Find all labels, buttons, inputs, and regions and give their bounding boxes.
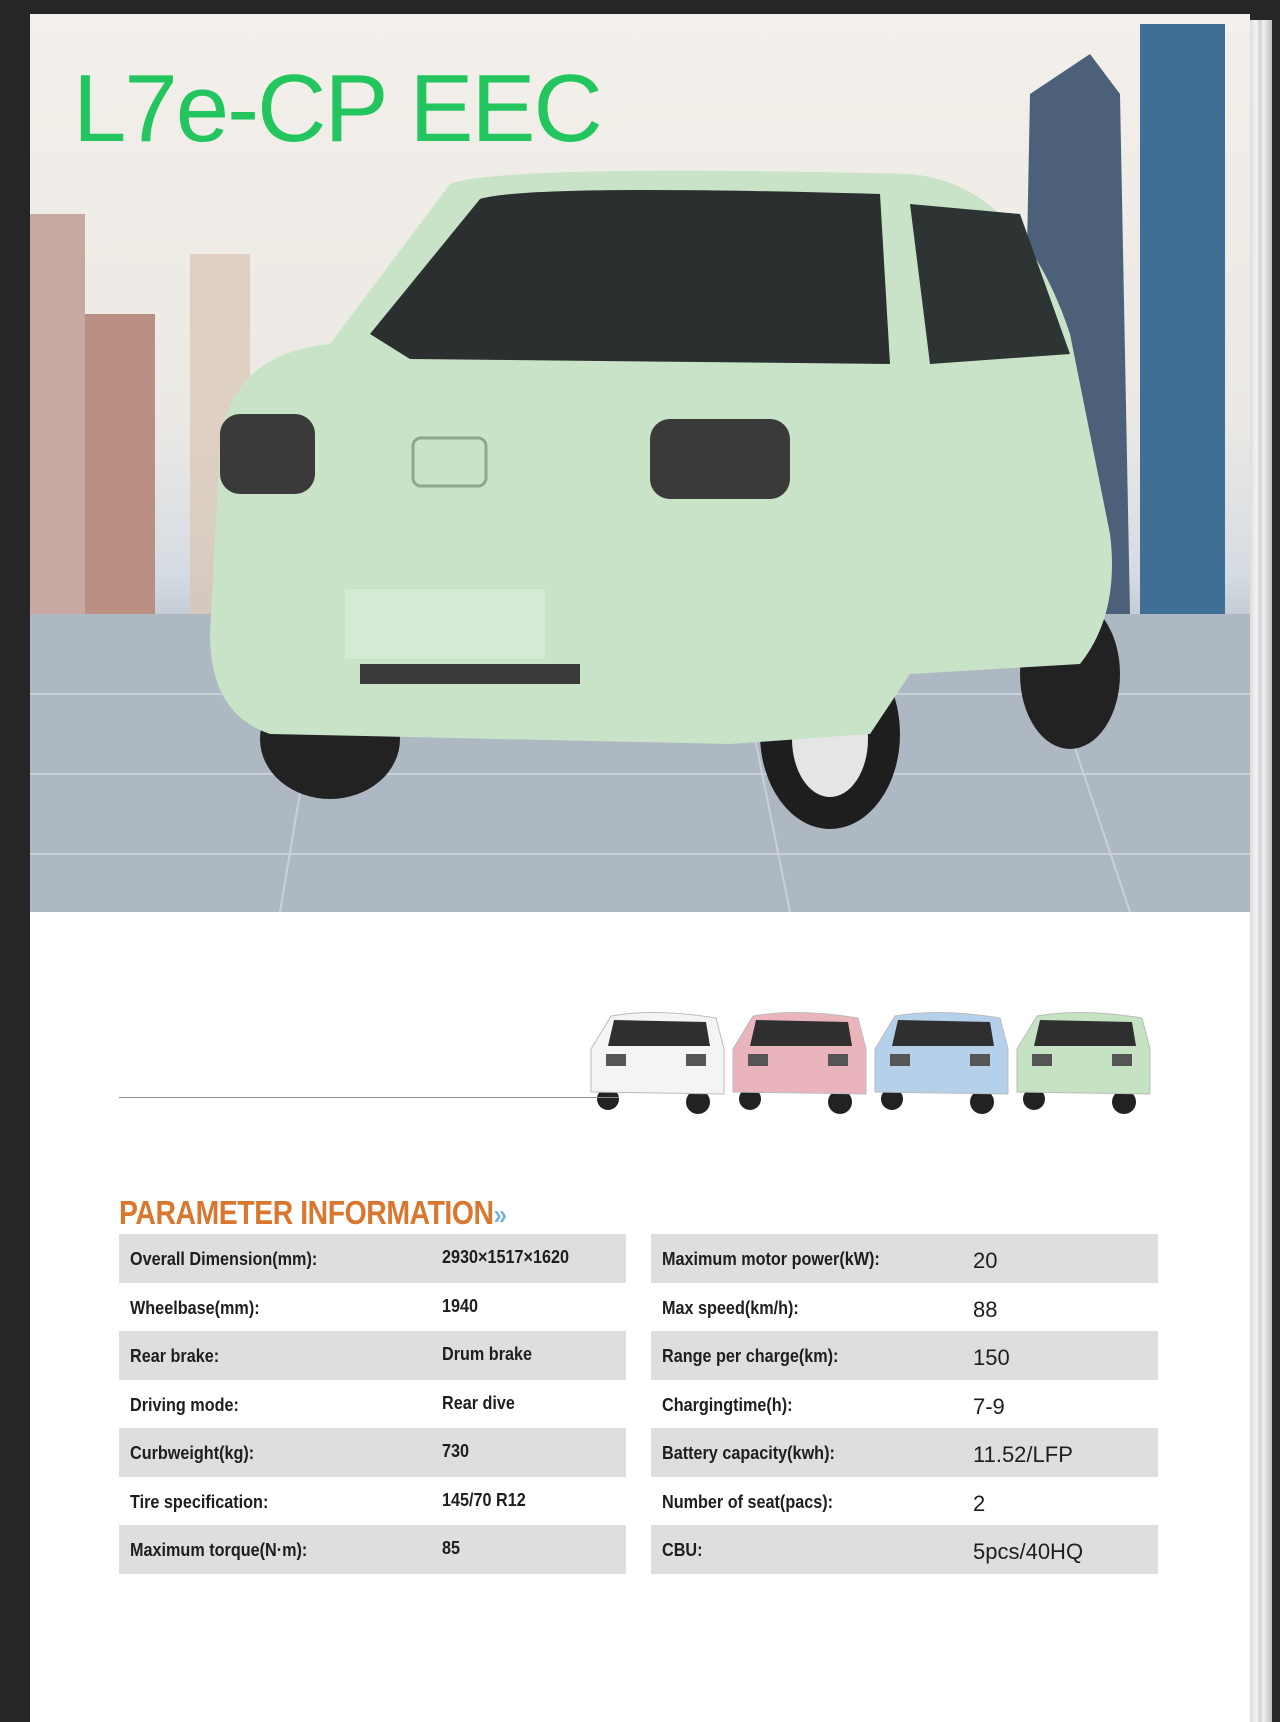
- param-label: Max speed(km/h):: [662, 1297, 799, 1318]
- car-thumbnail: [875, 1012, 1008, 1114]
- heading-text: PARAMETER INFORMATION: [119, 1194, 494, 1231]
- page-stack-edge: [1250, 20, 1272, 1722]
- param-label: Tire specification:: [130, 1491, 269, 1512]
- param-label: Maximum torque(N·m):: [130, 1540, 308, 1560]
- param-row: [651, 1283, 1158, 1332]
- section-heading: [119, 1194, 507, 1232]
- hero-image: [30, 14, 1250, 912]
- param-value: 145/70 R12: [442, 1489, 526, 1510]
- param-value: 88: [973, 1296, 998, 1322]
- param-label: Chargingtime(h):: [662, 1394, 793, 1415]
- param-row: [651, 1331, 1158, 1380]
- model-title: L7e-CP EEC: [73, 55, 601, 162]
- parameter-table-right: [651, 1234, 1158, 1574]
- param-value: Rear dive: [442, 1392, 515, 1413]
- param-value: 2: [973, 1490, 986, 1516]
- param-value: 1940: [442, 1295, 479, 1316]
- param-value: 5pcs/40HQ: [973, 1539, 1084, 1564]
- param-row: [651, 1477, 1158, 1526]
- param-label: Range per charge(km):: [662, 1346, 839, 1366]
- param-label: CBU:: [662, 1540, 703, 1560]
- brochure-page: [30, 14, 1250, 1722]
- param-row: [119, 1234, 626, 1283]
- param-row: [651, 1525, 1158, 1574]
- param-label: Battery capacity(kwh):: [662, 1443, 835, 1463]
- double-chevron-right-icon: »: [493, 1199, 507, 1230]
- param-label: Curbweight(kg):: [130, 1443, 255, 1463]
- param-row: [119, 1477, 626, 1526]
- param-row: [119, 1428, 626, 1477]
- parameter-table-left: [119, 1234, 626, 1574]
- car-thumbnail: [1017, 1012, 1150, 1114]
- param-row: [119, 1283, 626, 1332]
- divider-line: [119, 1097, 619, 1098]
- param-row: [119, 1331, 626, 1380]
- param-value: 20: [973, 1248, 998, 1273]
- param-label: Driving mode:: [130, 1394, 239, 1415]
- param-value: 730: [442, 1441, 470, 1461]
- param-label: Maximum motor power(kW):: [662, 1249, 880, 1269]
- param-label: Number of seat(pacs):: [662, 1491, 834, 1512]
- param-row: [119, 1525, 626, 1574]
- param-label: Wheelbase(mm):: [130, 1297, 260, 1318]
- param-label: Rear brake:: [130, 1346, 220, 1366]
- param-row: [651, 1234, 1158, 1283]
- car-thumbnail: [733, 1012, 866, 1114]
- param-value: 85: [442, 1538, 461, 1558]
- param-label: Overall Dimension(mm):: [130, 1249, 318, 1269]
- color-variants: [586, 1004, 1166, 1124]
- param-value: Drum brake: [442, 1344, 533, 1364]
- param-value: 11.52/LFP: [973, 1442, 1073, 1467]
- param-value: 2930×1517×1620: [442, 1247, 570, 1267]
- param-value: 150: [973, 1345, 1010, 1370]
- param-row: [119, 1380, 626, 1429]
- car-thumbnail: [591, 1012, 724, 1114]
- param-value: 7-9: [973, 1393, 1005, 1419]
- param-row: [651, 1428, 1158, 1477]
- param-row: [651, 1380, 1158, 1429]
